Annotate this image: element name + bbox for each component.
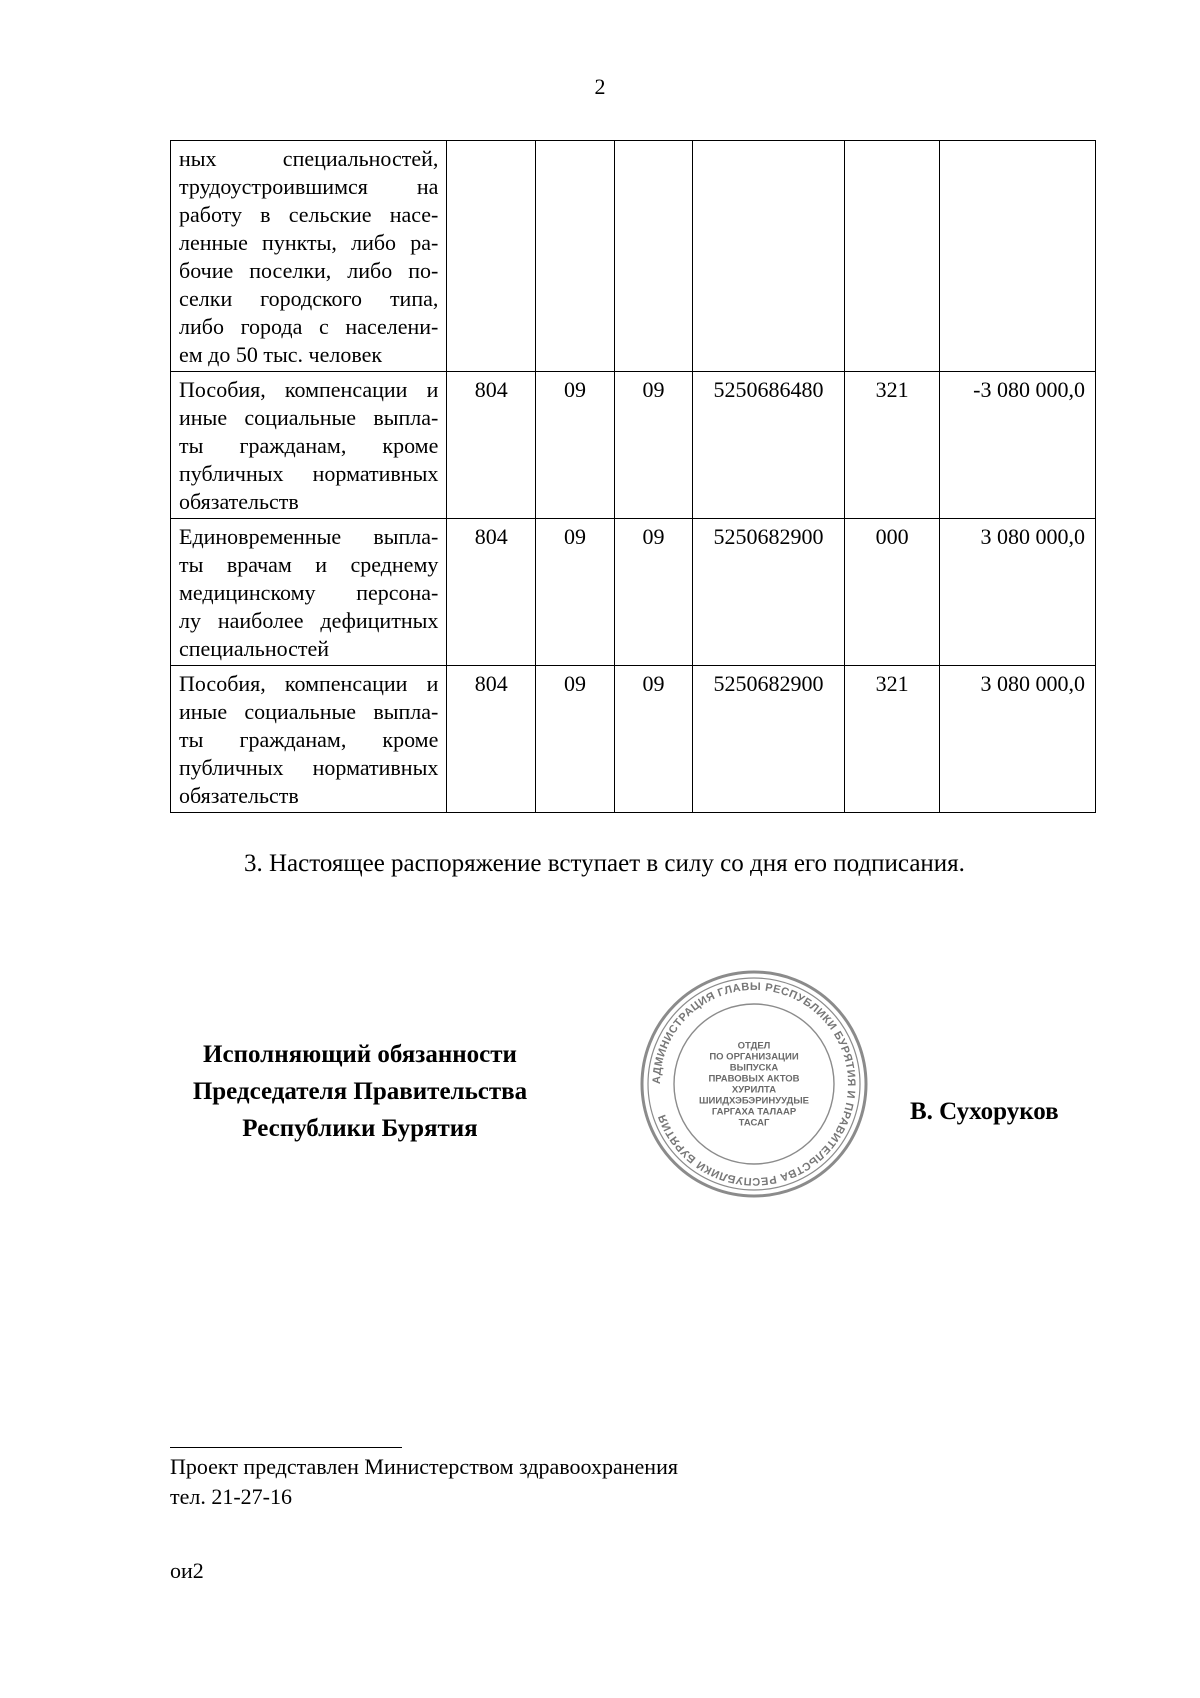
description-line: публичных нормативных xyxy=(179,461,439,486)
seal-center-line: ГАРГАХА ТАЛААР xyxy=(711,1106,797,1118)
description-line: либо города с населени- xyxy=(179,314,439,339)
footer-block xyxy=(170,1452,678,1512)
description-line: трудоустроившимся на xyxy=(179,174,439,199)
cell-subsection: 09 xyxy=(614,372,693,519)
description-line: ты гражданам, кроме xyxy=(179,727,439,752)
seal-center-line: ХУРИЛТА xyxy=(731,1084,777,1096)
page-number: 2 xyxy=(594,74,606,99)
clause-3: 3. Настоящее распоряжение вступает в силу со дня его подписания. xyxy=(244,850,965,877)
cell-subsection xyxy=(614,141,693,372)
document-code: ои2 xyxy=(170,1558,204,1583)
description-line: иные социальные выпла- xyxy=(179,405,439,430)
signer-line-3: Республики Бурятия xyxy=(242,1115,478,1142)
description-line: обязательств xyxy=(179,489,299,514)
description-line: ных специальностей, xyxy=(179,146,439,171)
cell-amount: -3 080 000,0 xyxy=(940,372,1096,519)
budget-table-body xyxy=(171,141,1096,813)
description-line: работу в сельские насе- xyxy=(179,202,439,227)
description-line: публичных нормативных xyxy=(179,755,439,780)
cell-expense-type xyxy=(844,141,940,372)
description-line: Единовременные выпла- xyxy=(179,524,439,549)
description-line: бочие поселки, либо по- xyxy=(179,258,439,283)
description-line: ленные пункты, либо ра- xyxy=(179,230,439,255)
seal-ring-text: АДМИНИСТРАЦИЯ ГЛАВЫ РЕСПУБЛИКИ БУРЯТИЯ И ПРАВИТЕЛЬСТВА РЕСПУБЛИКИ БУРЯТИЯ xyxy=(650,980,858,1188)
official-seal xyxy=(638,968,870,1200)
cell-ministry: 804 xyxy=(447,372,536,519)
cell-expense-type: 000 xyxy=(844,519,940,666)
description-line: ем до 50 тыс. человек xyxy=(179,342,383,367)
cell-target-article: 5250686480 xyxy=(693,372,845,519)
cell-expense-type: 321 xyxy=(844,372,940,519)
cell-amount: 3 080 000,0 xyxy=(940,666,1096,813)
cell-section: 09 xyxy=(536,372,615,519)
signer-block xyxy=(150,1036,570,1147)
footer-submitted: Проект представлен Министерством здравоохранения xyxy=(170,1454,678,1479)
seal-center-line: ОТДЕЛ xyxy=(737,1040,771,1052)
table-row xyxy=(171,372,1096,519)
cell-target-article xyxy=(693,141,845,372)
description-line: селки городского типа, xyxy=(179,286,439,311)
cell-ministry xyxy=(447,141,536,372)
cell-subsection: 09 xyxy=(614,519,693,666)
cell-section: 09 xyxy=(536,666,615,813)
description-line: обязательств xyxy=(179,783,299,808)
description-line: ты гражданам, кроме xyxy=(179,433,439,458)
cell-section xyxy=(536,141,615,372)
seal-center-text xyxy=(699,1041,809,1129)
signature-name: В. Сухоруков xyxy=(910,1098,1059,1125)
signer-line-1: Исполняющий обязанности xyxy=(203,1041,517,1068)
cell-amount: 3 080 000,0 xyxy=(940,519,1096,666)
description-line: лу наиболее дефицитных xyxy=(179,608,439,633)
footer-phone: тел. 21-27-16 xyxy=(170,1484,293,1509)
cell-ministry: 804 xyxy=(447,519,536,666)
cell-target-article: 5250682900 xyxy=(693,519,845,666)
seal-center-line: ТАСАГ xyxy=(738,1117,770,1129)
cell-description xyxy=(171,372,447,519)
description-line: Пособия, компенсации и xyxy=(179,377,439,402)
table-row xyxy=(171,141,1096,372)
seal-center-line: ШИИДХЭБЭРИНУУДЫЕ xyxy=(699,1095,809,1107)
description-line: Пособия, компенсации и xyxy=(179,671,439,696)
description-line: медицинскому персона- xyxy=(179,580,439,605)
cell-subsection: 09 xyxy=(614,666,693,813)
cell-expense-type: 321 xyxy=(844,666,940,813)
cell-section: 09 xyxy=(536,519,615,666)
description-line: иные социальные выпла- xyxy=(179,699,439,724)
table-row xyxy=(171,666,1096,813)
cell-target-article: 5250682900 xyxy=(693,666,845,813)
signer-line-2: Председателя Правительства xyxy=(192,1078,528,1105)
description-line: ты врачам и среднему xyxy=(179,552,439,577)
table-row xyxy=(171,519,1096,666)
budget-table xyxy=(170,140,1096,813)
cell-description xyxy=(171,666,447,813)
seal-center-line: ПО ОРГАНИЗАЦИИ xyxy=(709,1051,799,1063)
seal-center-line: ПРАВОВЫХ АКТОВ xyxy=(708,1073,800,1085)
cell-description xyxy=(171,519,447,666)
footer-rule xyxy=(170,1447,402,1448)
cell-description xyxy=(171,141,447,372)
description-line: специальностей xyxy=(179,636,330,661)
seal-center-line: ВЫПУСКА xyxy=(729,1062,779,1074)
cell-amount xyxy=(940,141,1096,372)
cell-ministry: 804 xyxy=(447,666,536,813)
